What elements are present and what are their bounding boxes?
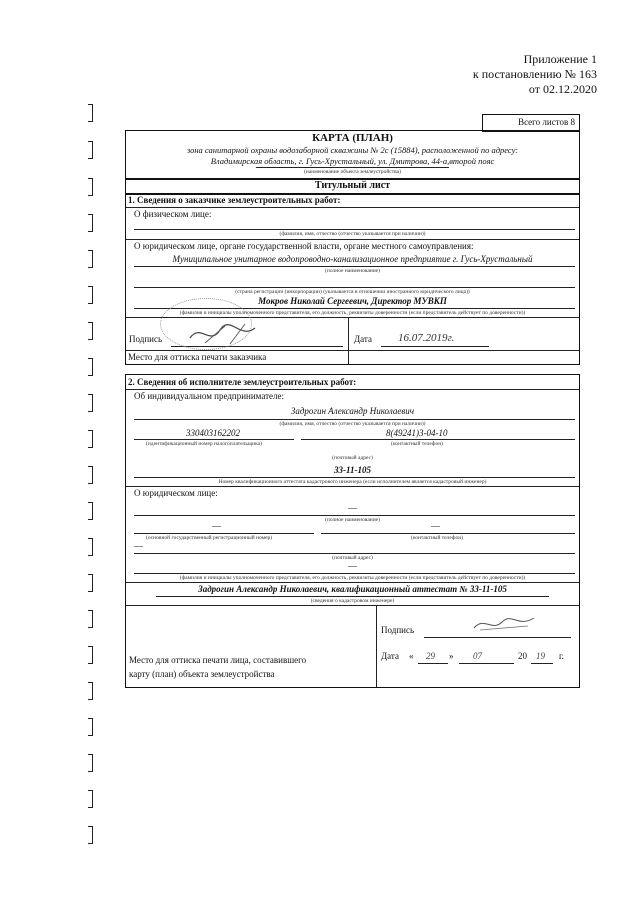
legal-label: О юридическом лице, органе государственной власти, органе местного самоуправления: xyxy=(134,241,474,251)
contractor-date-month: 07 xyxy=(473,651,482,661)
customer-stamp-label: Место для оттиска печати заказчика xyxy=(128,352,267,362)
customer-date-label: Дата xyxy=(354,334,372,344)
postal-caption: (почтовый адрес) xyxy=(332,455,373,461)
inn-value: 330403162202 xyxy=(186,428,240,438)
customer-legal-name: Муниципальное унитарное водопроводно-канализационное предприятие г. Гусь-Хрустальный xyxy=(172,254,533,264)
engineer-caption: (сведения о кадастровом инженере) xyxy=(310,598,395,604)
contractor-date-label: Дата xyxy=(381,651,399,661)
contractor-signature-label: Подпись xyxy=(381,625,415,635)
customer-date-value: 16.07.2019г. xyxy=(398,332,455,344)
address-value: — xyxy=(134,541,143,551)
contractor-stamp-label-2: карту (план) объекта землеустройства xyxy=(129,669,275,679)
representative-caption: (фамилия и инициалы уполномоченного представителя, его должность, реквизиты доверенности (если представитель действует по доверенности)) xyxy=(179,310,526,316)
contractor-date-day: 29 xyxy=(426,651,435,661)
ogrn-value: — xyxy=(212,521,221,531)
title-block xyxy=(125,130,580,180)
sheets-count: Всего листов 8 xyxy=(518,117,575,127)
doc-subtitle-2: Владимирская область, г. Гусь-Хрустальный, ул. Дмитрова, 44-а,второй пояс xyxy=(210,156,495,166)
date-close-quote: » xyxy=(449,651,454,661)
registration-caption: (страна регистрации (инкорпорации) (указывается в отношении иностранного юридического лица)) xyxy=(235,289,470,295)
certificate-caption: Номер квалификационного аттестата кадастрового инженера (если исполнителем является кадастровый инженер) xyxy=(218,479,487,485)
customer-signature-label: Подпись xyxy=(129,334,163,344)
doc-subtitle-1: зона санитарной охраны водозаборной скважины № 2с (15884), расположенной по адресу: xyxy=(186,145,519,155)
contractor-legal-caption: (полное наименование) xyxy=(325,517,380,523)
customer-signature-image xyxy=(185,318,265,348)
engineer-info: Задрогин Александр Николаевич, квалификационный аттестат № 33-11-105 xyxy=(198,584,507,594)
contractor-signature-image xyxy=(470,612,540,636)
contact-value: — xyxy=(431,521,440,531)
section-contractor xyxy=(125,374,580,688)
address-caption: (почтовый адрес) xyxy=(332,555,373,561)
customer-representative: Мокров Николай Сергеевич, Директор МУВКП xyxy=(258,296,447,306)
contractor-legal-name: — xyxy=(348,503,357,513)
inn-caption: (идентификационный номер налогоплательщика) xyxy=(146,441,262,447)
resolution-ref: к постановлению № 163 xyxy=(472,67,597,81)
individual-label: О физическом лице: xyxy=(134,209,212,219)
phone-value: 8(49241)3-04-10 xyxy=(386,428,448,438)
ip-name-caption: (фамилия, имя, отчество (отчество указывается при наличии)) xyxy=(279,421,426,427)
ogrn-caption: (основной государственный регистрационный номер) xyxy=(146,535,273,541)
certificate-number: 33-11-105 xyxy=(334,465,371,475)
date-year-prefix: 20 xyxy=(518,651,527,661)
date-year-unit: г. xyxy=(559,651,564,661)
ip-label: Об индивидуальном предпринимателе: xyxy=(134,391,284,401)
section1-heading: 1. Сведения о заказчике землеустроительных работ: xyxy=(128,195,341,205)
appendix-title: Приложение 1 xyxy=(523,52,597,66)
contractor-legal-label: О юридическом лице: xyxy=(134,488,218,498)
legal-name-caption: (полное наименование) xyxy=(325,268,380,274)
date-open-quote: « xyxy=(409,651,414,661)
contractor-date-year: 19 xyxy=(536,651,545,661)
contractor-stamp-label-1: Место для оттиска печати лица, составившего xyxy=(129,655,307,665)
contractor-rep-caption: (фамилия и инициалы уполномоченного представителя, его должность, реквизиты доверенности (если представитель действует по доверенности)) xyxy=(179,575,526,581)
contractor-rep-value: — xyxy=(348,561,357,571)
phone-caption: (контактный телефон) xyxy=(391,441,443,447)
section2-heading: 2. Сведения об исполнителе землеустроительных работ: xyxy=(128,377,357,387)
ip-name: Задрогин Александр Николаевич xyxy=(290,406,415,416)
resolution-date: от 02.12.2020 xyxy=(528,82,597,96)
contact-caption: (контактный телефон) xyxy=(411,535,463,541)
doc-title: КАРТА (ПЛАН) xyxy=(312,132,393,144)
individual-caption: (фамилия, имя, отчество (отчество указывается при наличии)) xyxy=(279,231,426,237)
subtitle-caption: (наименование объекта землеустройства) xyxy=(304,169,401,175)
title-sheet-label: Титульный лист xyxy=(314,180,391,191)
